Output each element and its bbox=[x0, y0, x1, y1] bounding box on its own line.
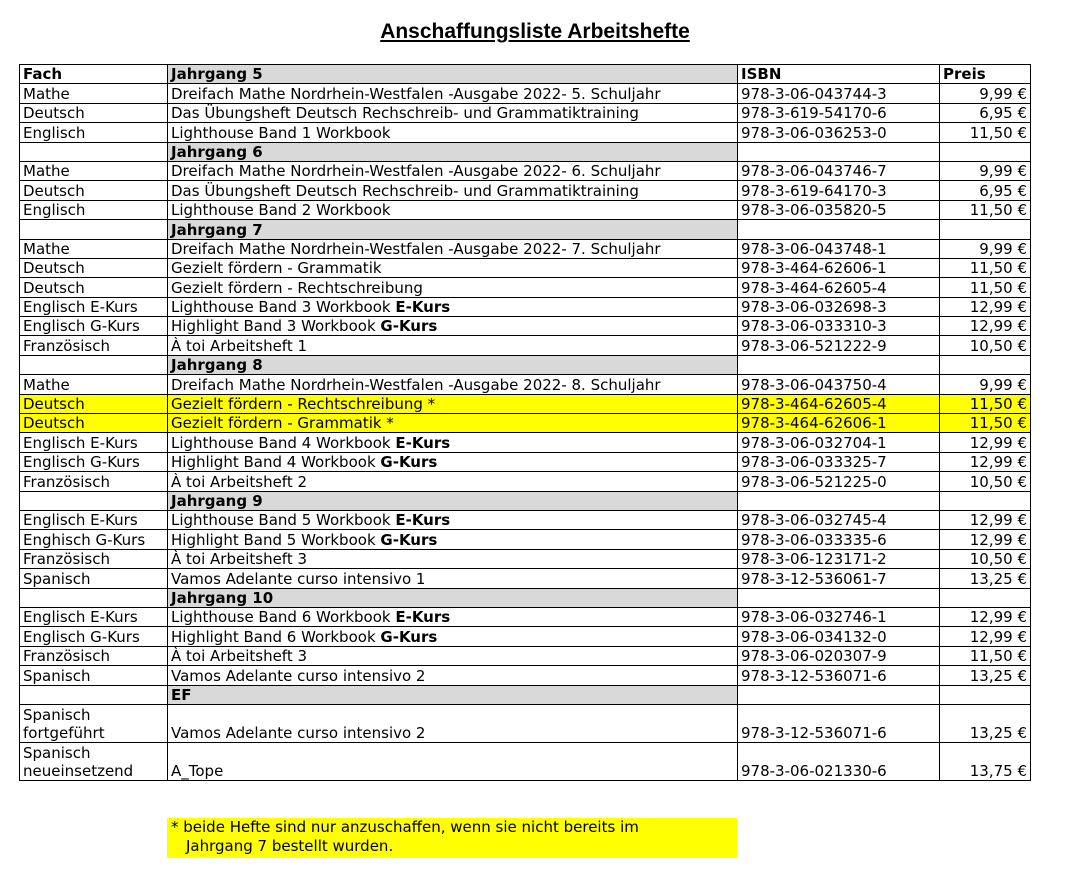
isbn-cell: 978-3-619-54170-6 bbox=[738, 103, 940, 122]
title-cell bbox=[168, 666, 738, 685]
isbn-cell: 978-3-06-036253-0 bbox=[738, 123, 940, 142]
title-cell bbox=[168, 394, 738, 413]
empty-cell bbox=[738, 491, 940, 510]
grade-label: Jahrgang 7 bbox=[168, 220, 738, 239]
table-row bbox=[20, 161, 1031, 180]
empty-cell bbox=[20, 491, 168, 510]
table-row bbox=[20, 646, 1031, 665]
subject-cell: Französisch bbox=[20, 549, 168, 568]
title-text: Das Übungsheft Deutsch Rechschreib- und Grammatiktraining bbox=[171, 104, 639, 123]
price-cell: 12,99 € bbox=[940, 530, 1031, 549]
isbn-cell: 978-3-06-521225-0 bbox=[738, 472, 940, 491]
title-cell bbox=[168, 297, 738, 316]
title-text: Lighthouse Band 3 Workbook bbox=[171, 298, 396, 317]
price-cell: 9,99 € bbox=[940, 84, 1031, 103]
isbn-cell: 978-3-06-032745-4 bbox=[738, 510, 940, 529]
table-row bbox=[20, 103, 1031, 122]
isbn-cell: 978-3-06-043744-3 bbox=[738, 84, 940, 103]
title-cell bbox=[168, 452, 738, 471]
subject-cell: Französisch bbox=[20, 646, 168, 665]
price-cell: 11,50 € bbox=[940, 278, 1031, 297]
isbn-cell: 978-3-06-020307-9 bbox=[738, 646, 940, 665]
isbn-cell: 978-3-06-521222-9 bbox=[738, 336, 940, 355]
table-row bbox=[20, 375, 1031, 394]
grade-header-row bbox=[20, 588, 1031, 607]
title-cell bbox=[168, 84, 738, 103]
table-row bbox=[20, 549, 1031, 568]
title-text: Lighthouse Band 2 Workbook bbox=[171, 201, 391, 220]
price-cell: 9,99 € bbox=[940, 375, 1031, 394]
title-cell bbox=[168, 317, 738, 336]
title-cell bbox=[168, 123, 738, 142]
title-text: Vamos Adelante curso intensivo 2 bbox=[171, 723, 426, 742]
title-cell bbox=[168, 472, 738, 491]
empty-cell bbox=[940, 685, 1031, 704]
isbn-cell: 978-3-464-62606-1 bbox=[738, 414, 940, 433]
table-row bbox=[20, 433, 1031, 452]
column-header-fach: Fach bbox=[20, 65, 168, 84]
grade-header-row bbox=[20, 355, 1031, 374]
subject-cell: Spanisch fortgeführt bbox=[20, 704, 168, 742]
subject-cell: Mathe bbox=[20, 375, 168, 394]
price-cell: 12,99 € bbox=[940, 433, 1031, 452]
isbn-cell: 978-3-12-536061-7 bbox=[738, 569, 940, 588]
price-cell: 11,50 € bbox=[940, 414, 1031, 433]
price-cell: 12,99 € bbox=[940, 317, 1031, 336]
subject-cell: Englisch E-Kurs bbox=[20, 297, 168, 316]
subject-cell: Deutsch bbox=[20, 181, 168, 200]
subject-cell: Englisch E-Kurs bbox=[20, 433, 168, 452]
table-row bbox=[20, 704, 1031, 742]
course-level: G-Kurs bbox=[380, 530, 438, 549]
table-row bbox=[20, 336, 1031, 355]
empty-cell bbox=[940, 220, 1031, 239]
subject-cell: Englisch E-Kurs bbox=[20, 510, 168, 529]
table-row bbox=[20, 414, 1031, 433]
title-text: Gezielt fördern - Grammatik * bbox=[171, 414, 394, 433]
table-row bbox=[20, 278, 1031, 297]
subject-cell: Mathe bbox=[20, 84, 168, 103]
title-text: Highlight Band 4 Workbook bbox=[171, 453, 381, 472]
title-text: A_Tope bbox=[171, 761, 224, 780]
title-cell bbox=[168, 704, 738, 742]
empty-cell bbox=[738, 685, 940, 704]
price-cell: 13,25 € bbox=[940, 569, 1031, 588]
table-row bbox=[20, 394, 1031, 413]
footnote-box bbox=[167, 818, 737, 858]
title-text: Dreifach Mathe Nordrhein-Westfalen -Ausgabe 2022- 5. Schuljahr bbox=[171, 84, 661, 103]
price-cell: 10,50 € bbox=[940, 549, 1031, 568]
title-text: Lighthouse Band 1 Workbook bbox=[171, 123, 391, 142]
subject-cell: Englisch E-Kurs bbox=[20, 607, 168, 626]
empty-cell bbox=[940, 355, 1031, 374]
isbn-cell: 978-3-464-62605-4 bbox=[738, 394, 940, 413]
price-cell: 13,25 € bbox=[940, 704, 1031, 742]
table-row bbox=[20, 239, 1031, 258]
subject-cell: Französisch bbox=[20, 336, 168, 355]
title-text: Highlight Band 6 Workbook bbox=[171, 627, 381, 646]
table-row bbox=[20, 569, 1031, 588]
subject-cell: Deutsch bbox=[20, 103, 168, 122]
table-row bbox=[20, 200, 1031, 219]
subject-cell: Englisch G-Kurs bbox=[20, 317, 168, 336]
subject-cell: Mathe bbox=[20, 161, 168, 180]
price-cell: 10,50 € bbox=[940, 336, 1031, 355]
title-text: Dreifach Mathe Nordrhein-Westfalen -Ausgabe 2022- 6. Schuljahr bbox=[171, 162, 661, 181]
subject-cell: Englisch G-Kurs bbox=[20, 627, 168, 646]
title-text: Vamos Adelante curso intensivo 2 bbox=[171, 666, 426, 685]
title-cell bbox=[168, 569, 738, 588]
price-cell: 12,99 € bbox=[940, 607, 1031, 626]
title-text: Lighthouse Band 5 Workbook bbox=[171, 511, 396, 530]
price-cell: 9,99 € bbox=[940, 239, 1031, 258]
title-text: Vamos Adelante curso intensivo 1 bbox=[171, 569, 426, 588]
table-row bbox=[20, 472, 1031, 491]
grade-header-row bbox=[20, 142, 1031, 161]
isbn-cell: 978-3-06-043748-1 bbox=[738, 239, 940, 258]
grade-label: EF bbox=[168, 685, 738, 704]
isbn-cell: 978-3-06-035820-5 bbox=[738, 200, 940, 219]
course-level: E-Kurs bbox=[395, 298, 451, 317]
isbn-cell: 978-3-06-123171-2 bbox=[738, 549, 940, 568]
subject-cell: Deutsch bbox=[20, 258, 168, 277]
table-row bbox=[20, 666, 1031, 685]
subject-cell: Englisch bbox=[20, 200, 168, 219]
subject-cell: Mathe bbox=[20, 239, 168, 258]
price-cell: 11,50 € bbox=[940, 258, 1031, 277]
isbn-cell: 978-3-06-033325-7 bbox=[738, 452, 940, 471]
empty-cell bbox=[20, 355, 168, 374]
table-row bbox=[20, 530, 1031, 549]
subject-cell: Englisch G-Kurs bbox=[20, 452, 168, 471]
price-cell: 9,99 € bbox=[940, 161, 1031, 180]
column-header-preis: Preis bbox=[940, 65, 1031, 84]
table-row bbox=[20, 123, 1031, 142]
price-cell: 11,50 € bbox=[940, 646, 1031, 665]
empty-cell bbox=[738, 588, 940, 607]
title-cell bbox=[168, 278, 738, 297]
course-level: E-Kurs bbox=[395, 608, 451, 627]
isbn-cell: 978-3-12-536071-6 bbox=[738, 704, 940, 742]
price-cell: 11,50 € bbox=[940, 123, 1031, 142]
title-text: Dreifach Mathe Nordrhein-Westfalen -Ausgabe 2022- 7. Schuljahr bbox=[171, 239, 661, 258]
price-cell: 12,99 € bbox=[940, 452, 1031, 471]
title-cell bbox=[168, 181, 738, 200]
isbn-cell: 978-3-06-021330-6 bbox=[738, 742, 940, 780]
subject-cell: Spanisch neueinsetzend bbox=[20, 742, 168, 780]
title-cell bbox=[168, 414, 738, 433]
title-text: À toi Arbeitsheft 3 bbox=[171, 550, 308, 569]
table-row bbox=[20, 297, 1031, 316]
price-cell: 13,75 € bbox=[940, 742, 1031, 780]
empty-cell bbox=[940, 142, 1031, 161]
empty-cell bbox=[20, 588, 168, 607]
empty-cell bbox=[20, 685, 168, 704]
title-cell bbox=[168, 375, 738, 394]
title-text: Gezielt fördern - Grammatik bbox=[171, 259, 382, 278]
isbn-cell: 978-3-06-043750-4 bbox=[738, 375, 940, 394]
grade-label: Jahrgang 8 bbox=[168, 355, 738, 374]
grade-header-row bbox=[20, 220, 1031, 239]
price-cell: 10,50 € bbox=[940, 472, 1031, 491]
isbn-cell: 978-3-619-64170-3 bbox=[738, 181, 940, 200]
subject-cell: Spanisch bbox=[20, 569, 168, 588]
isbn-cell: 978-3-06-032746-1 bbox=[738, 607, 940, 626]
isbn-cell: 978-3-06-033335-6 bbox=[738, 530, 940, 549]
title-cell bbox=[168, 200, 738, 219]
subject-cell: Englisch bbox=[20, 123, 168, 142]
table-row bbox=[20, 607, 1031, 626]
workbook-table bbox=[19, 64, 1031, 781]
title-cell bbox=[168, 510, 738, 529]
price-cell: 6,95 € bbox=[940, 103, 1031, 122]
title-cell bbox=[168, 549, 738, 568]
isbn-cell: 978-3-06-032698-3 bbox=[738, 297, 940, 316]
title-text: Lighthouse Band 4 Workbook bbox=[171, 433, 396, 452]
empty-cell bbox=[20, 220, 168, 239]
title-cell bbox=[168, 239, 738, 258]
price-cell: 11,50 € bbox=[940, 394, 1031, 413]
subject-cell: Enghisch G-Kurs bbox=[20, 530, 168, 549]
price-cell: 12,99 € bbox=[940, 297, 1031, 316]
title-cell bbox=[168, 336, 738, 355]
title-text: Gezielt fördern - Rechtschreibung bbox=[171, 278, 423, 297]
isbn-cell: 978-3-12-536071-6 bbox=[738, 666, 940, 685]
empty-cell bbox=[738, 220, 940, 239]
price-cell: 12,99 € bbox=[940, 627, 1031, 646]
title-cell bbox=[168, 258, 738, 277]
subject-cell: Deutsch bbox=[20, 394, 168, 413]
title-text: À toi Arbeitsheft 2 bbox=[171, 472, 308, 491]
title-cell bbox=[168, 103, 738, 122]
title-text: À toi Arbeitsheft 1 bbox=[171, 336, 308, 355]
table-row bbox=[20, 84, 1031, 103]
footnote-line-2: Jahrgang 7 bestellt wurden. bbox=[186, 837, 394, 855]
grade-header-jahrgang-5: Jahrgang 5 bbox=[168, 65, 738, 84]
title-text: Das Übungsheft Deutsch Rechschreib- und Grammatiktraining bbox=[171, 181, 639, 200]
empty-cell bbox=[940, 588, 1031, 607]
empty-cell bbox=[940, 491, 1031, 510]
grade-label: Jahrgang 6 bbox=[168, 142, 738, 161]
course-level: G-Kurs bbox=[380, 317, 438, 336]
table-row bbox=[20, 742, 1031, 780]
isbn-cell: 978-3-06-032704-1 bbox=[738, 433, 940, 452]
isbn-cell: 978-3-464-62606-1 bbox=[738, 258, 940, 277]
grade-header-row bbox=[20, 491, 1031, 510]
title-cell bbox=[168, 627, 738, 646]
table-row bbox=[20, 627, 1031, 646]
subject-cell: Französisch bbox=[20, 472, 168, 491]
course-level: G-Kurs bbox=[380, 453, 438, 472]
price-cell: 13,25 € bbox=[940, 666, 1031, 685]
course-level: E-Kurs bbox=[395, 511, 451, 530]
title-text: Highlight Band 3 Workbook bbox=[171, 317, 381, 336]
title-text: Lighthouse Band 6 Workbook bbox=[171, 608, 396, 627]
price-cell: 12,99 € bbox=[940, 510, 1031, 529]
title-text: Gezielt fördern - Rechtschreibung * bbox=[171, 395, 436, 414]
column-header-isbn: ISBN bbox=[738, 65, 940, 84]
table-row bbox=[20, 181, 1031, 200]
page-title: Anschaffungsliste Arbeitshefte bbox=[380, 20, 690, 43]
isbn-cell: 978-3-06-033310-3 bbox=[738, 317, 940, 336]
title-text: Dreifach Mathe Nordrhein-Westfalen -Ausgabe 2022- 8. Schuljahr bbox=[171, 375, 661, 394]
title-text: Highlight Band 5 Workbook bbox=[171, 530, 381, 549]
empty-cell bbox=[738, 142, 940, 161]
price-cell: 11,50 € bbox=[940, 200, 1031, 219]
table-header-row bbox=[20, 65, 1031, 84]
title-cell bbox=[168, 607, 738, 626]
subject-cell: Spanisch bbox=[20, 666, 168, 685]
table-row bbox=[20, 317, 1031, 336]
footnote-line-1: * beide Hefte sind nur anzuschaffen, wenn sie nicht bereits im bbox=[171, 818, 639, 836]
grade-label: Jahrgang 10 bbox=[168, 588, 738, 607]
isbn-cell: 978-3-06-034132-0 bbox=[738, 627, 940, 646]
course-level: G-Kurs bbox=[380, 627, 438, 646]
isbn-cell: 978-3-06-043746-7 bbox=[738, 161, 940, 180]
grade-header-row bbox=[20, 685, 1031, 704]
table-row bbox=[20, 258, 1031, 277]
title-cell bbox=[168, 742, 738, 780]
price-cell: 6,95 € bbox=[940, 181, 1031, 200]
table-row bbox=[20, 510, 1031, 529]
title-cell bbox=[168, 530, 738, 549]
title-cell bbox=[168, 161, 738, 180]
subject-cell: Deutsch bbox=[20, 414, 168, 433]
subject-cell: Deutsch bbox=[20, 278, 168, 297]
title-cell bbox=[168, 646, 738, 665]
title-cell bbox=[168, 433, 738, 452]
table-row bbox=[20, 452, 1031, 471]
course-level: E-Kurs bbox=[395, 433, 451, 452]
grade-label: Jahrgang 9 bbox=[168, 491, 738, 510]
title-text: À toi Arbeitsheft 3 bbox=[171, 647, 308, 666]
empty-cell bbox=[738, 355, 940, 374]
isbn-cell: 978-3-464-62605-4 bbox=[738, 278, 940, 297]
empty-cell bbox=[20, 142, 168, 161]
